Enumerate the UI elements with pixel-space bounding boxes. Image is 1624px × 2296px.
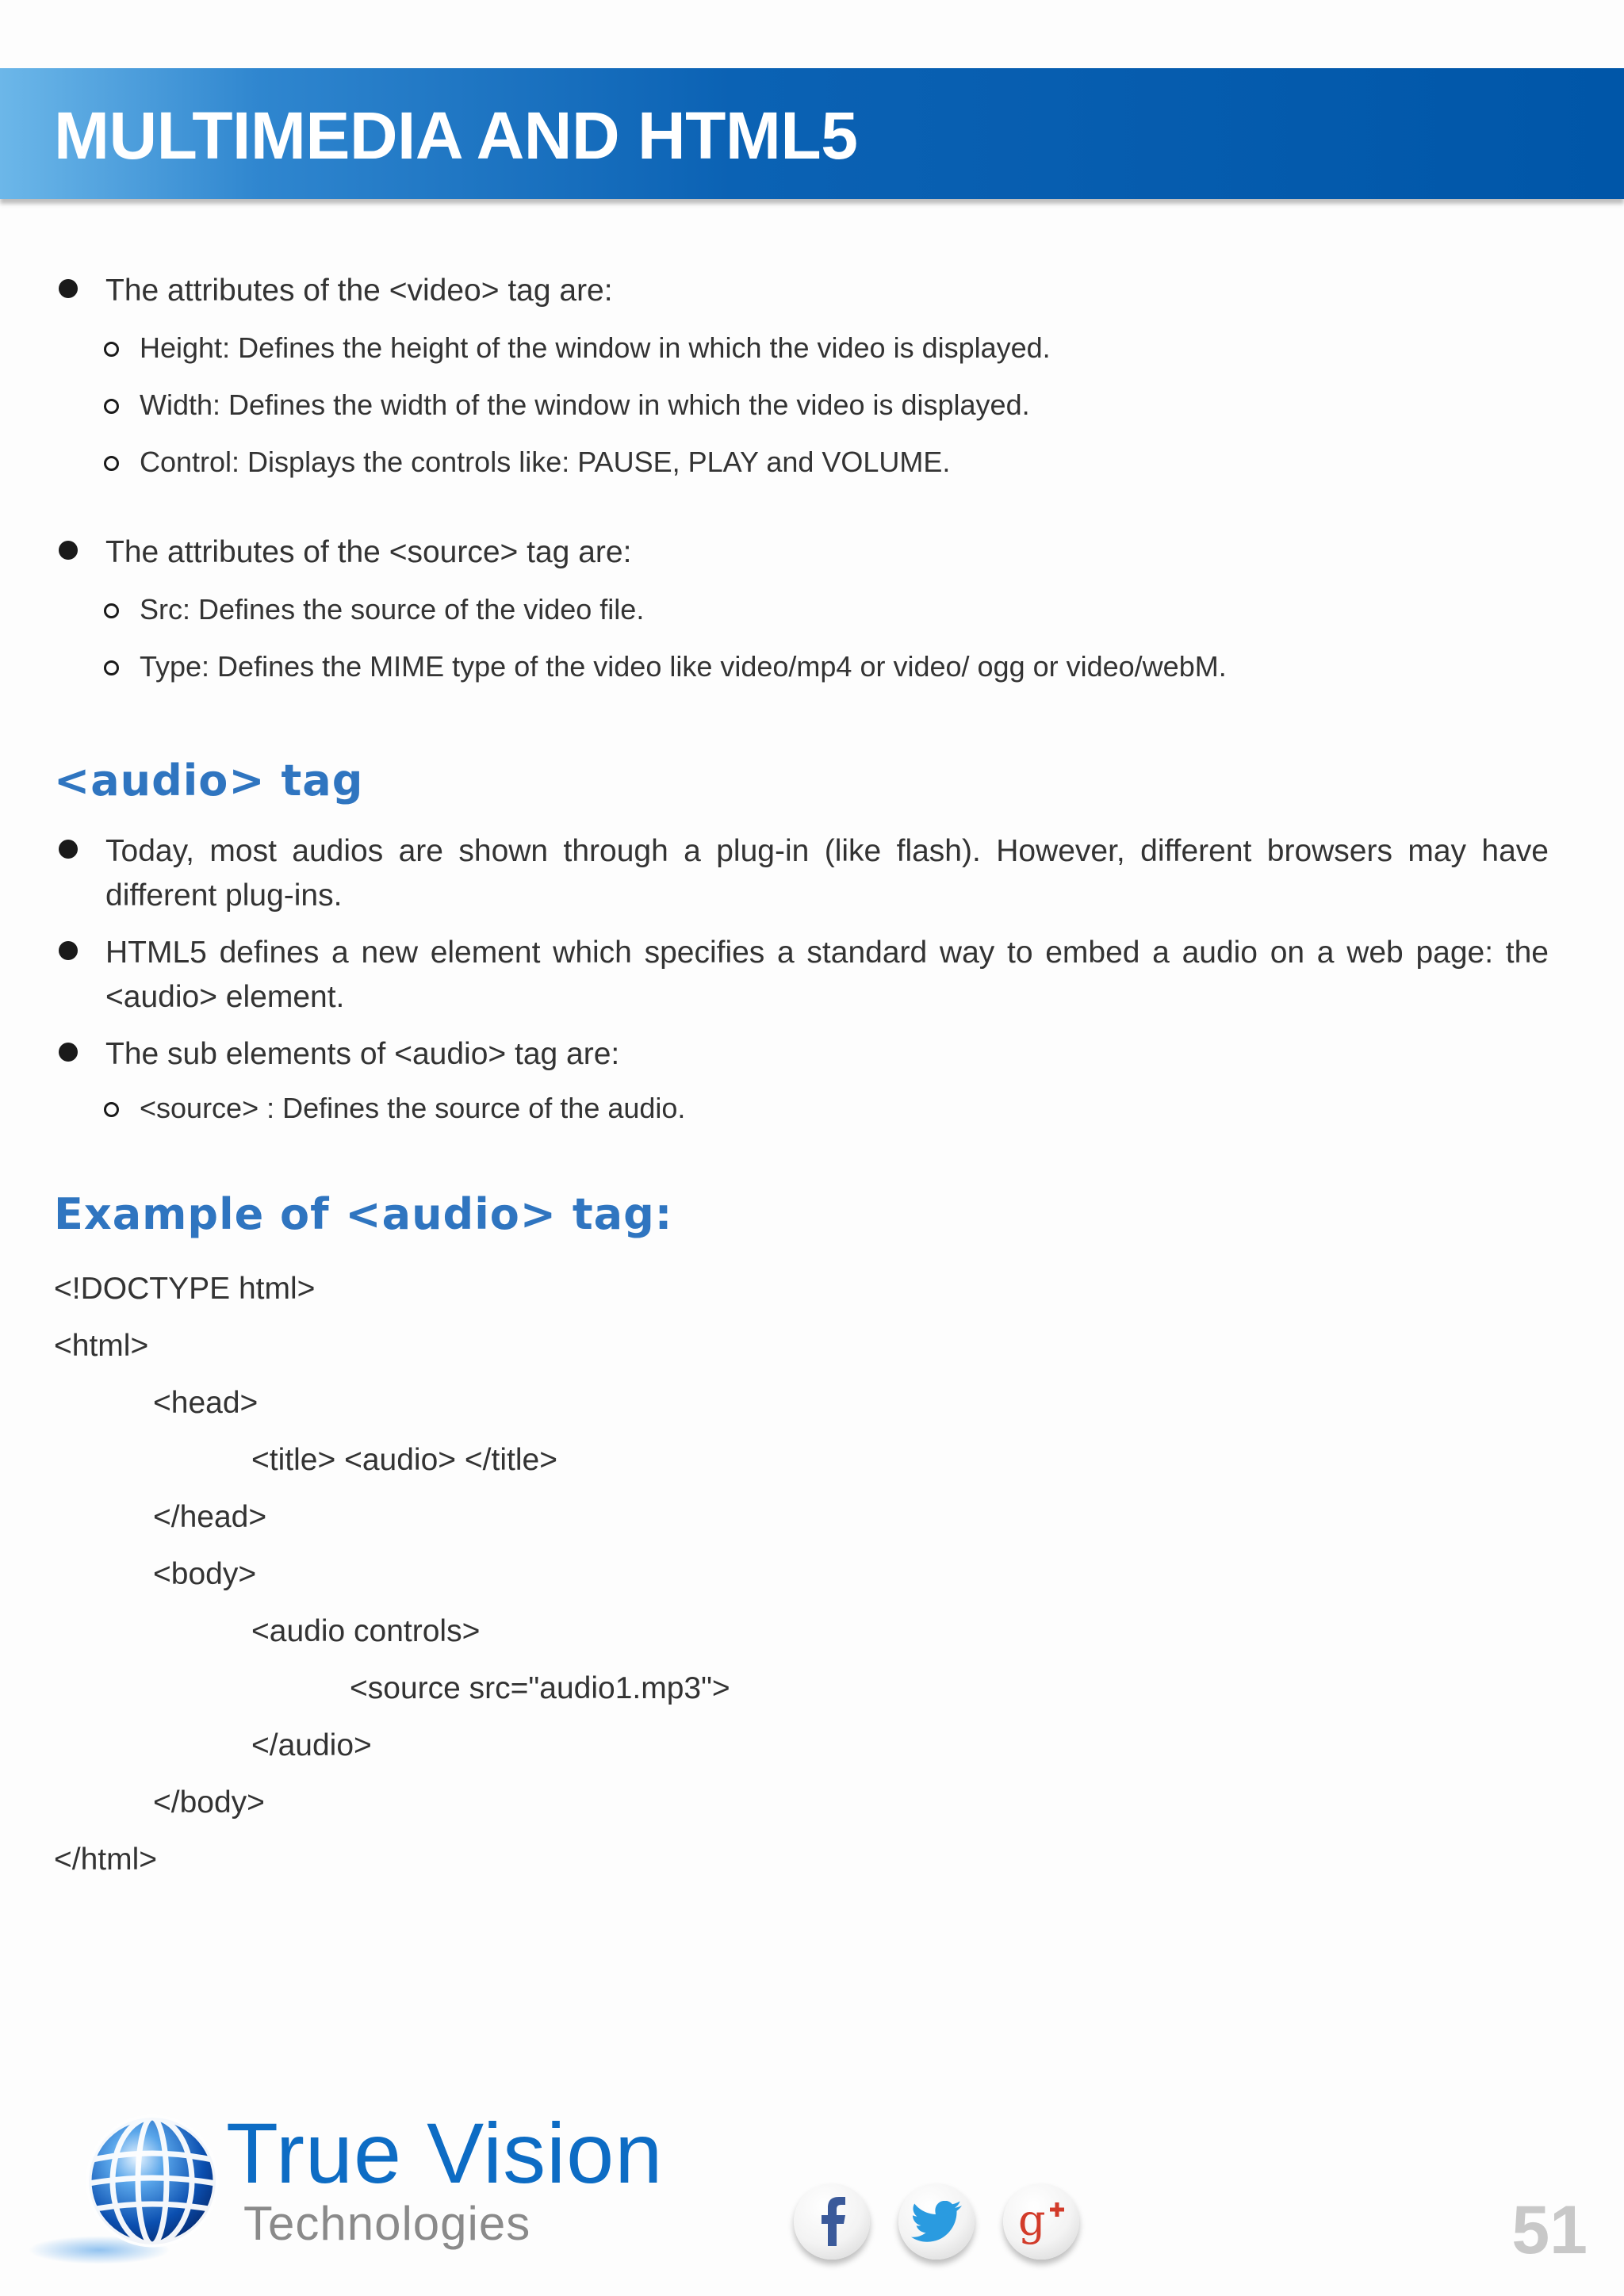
audio-tag-heading: <audio> tag	[54, 756, 364, 806]
bullet-icon	[59, 541, 78, 560]
video-attribute-width: Width: Defines the width of the window in which the video is displayed.	[140, 388, 1030, 421]
source-attribute-type: Type: Defines the MIME type of the video like video/mp4 or video/ ogg or video/webM.	[140, 650, 1227, 683]
video-attributes-intro: The attributes of the <video> tag are:	[105, 274, 613, 308]
google-plus-icon[interactable]	[1003, 2183, 1079, 2260]
example-heading: Example of <audio> tag:	[54, 1189, 673, 1239]
bullet-icon	[59, 1043, 78, 1062]
sub-bullet-icon	[104, 399, 119, 414]
code-line: <html>	[54, 1329, 149, 1363]
page-title: MULTIMEDIA AND HTML5	[54, 98, 858, 173]
code-line: </html>	[54, 1843, 158, 1877]
brand-tagline: Technologies	[243, 2197, 531, 2250]
audio-bullet-sub-elements: The sub elements of <audio> tag are:	[105, 1037, 620, 1071]
twitter-bird-glyph	[911, 2201, 962, 2242]
google-plus-glyph	[1015, 2195, 1067, 2248]
source-attributes-intro: The attributes of the <source> tag are:	[105, 535, 632, 569]
video-attribute-control: Control: Displays the controls like: PAUSE, PLAY and VOLUME.	[140, 446, 951, 478]
facebook-icon[interactable]	[794, 2183, 870, 2260]
code-line: </audio>	[251, 1728, 372, 1762]
sub-bullet-icon	[104, 1102, 119, 1117]
code-line: <!DOCTYPE html>	[54, 1272, 316, 1306]
code-line: </head>	[153, 1500, 267, 1534]
svg-text:g: g	[1018, 2195, 1046, 2245]
sub-bullet-icon	[104, 342, 119, 357]
code-line: <head>	[153, 1386, 259, 1420]
sub-bullet-icon	[104, 456, 119, 471]
sub-bullet-icon	[104, 603, 119, 618]
brand-logo	[28, 2093, 670, 2283]
code-line: </body>	[153, 1785, 265, 1820]
audio-bullet-plugins: Today, most audios are shown through a plug-in (like flash). However, different browsers may have different plug-ins.	[105, 834, 1549, 913]
code-line: <audio controls>	[251, 1614, 481, 1648]
brand-name: True Vision	[226, 2105, 664, 2201]
bullet-icon	[59, 941, 78, 960]
source-attribute-src: Src: Defines the source of the video file.	[140, 593, 645, 626]
audio-bullet-html5-element: HTML5 defines a new element which specifies a standard way to embed a audio on a web page: the <audio> element.	[105, 936, 1549, 1014]
twitter-icon[interactable]	[898, 2183, 975, 2260]
code-line: <title> <audio> </title>	[251, 1443, 557, 1477]
bullet-icon	[59, 279, 78, 298]
code-line: <body>	[153, 1557, 257, 1591]
bullet-icon	[59, 840, 78, 859]
sub-bullet-icon	[104, 660, 119, 675]
page-number: 51	[1511, 2192, 1588, 2268]
audio-sub-element-source: <source> : Defines the source of the audio.	[140, 1092, 686, 1124]
header-banner	[0, 68, 1624, 199]
facebook-glyph	[816, 2197, 848, 2246]
globe-icon	[85, 2114, 220, 2248]
video-attribute-height: Height: Defines the height of the window in which the video is displayed.	[140, 331, 1051, 364]
code-line: <source src="audio1.mp3">	[350, 1671, 730, 1705]
